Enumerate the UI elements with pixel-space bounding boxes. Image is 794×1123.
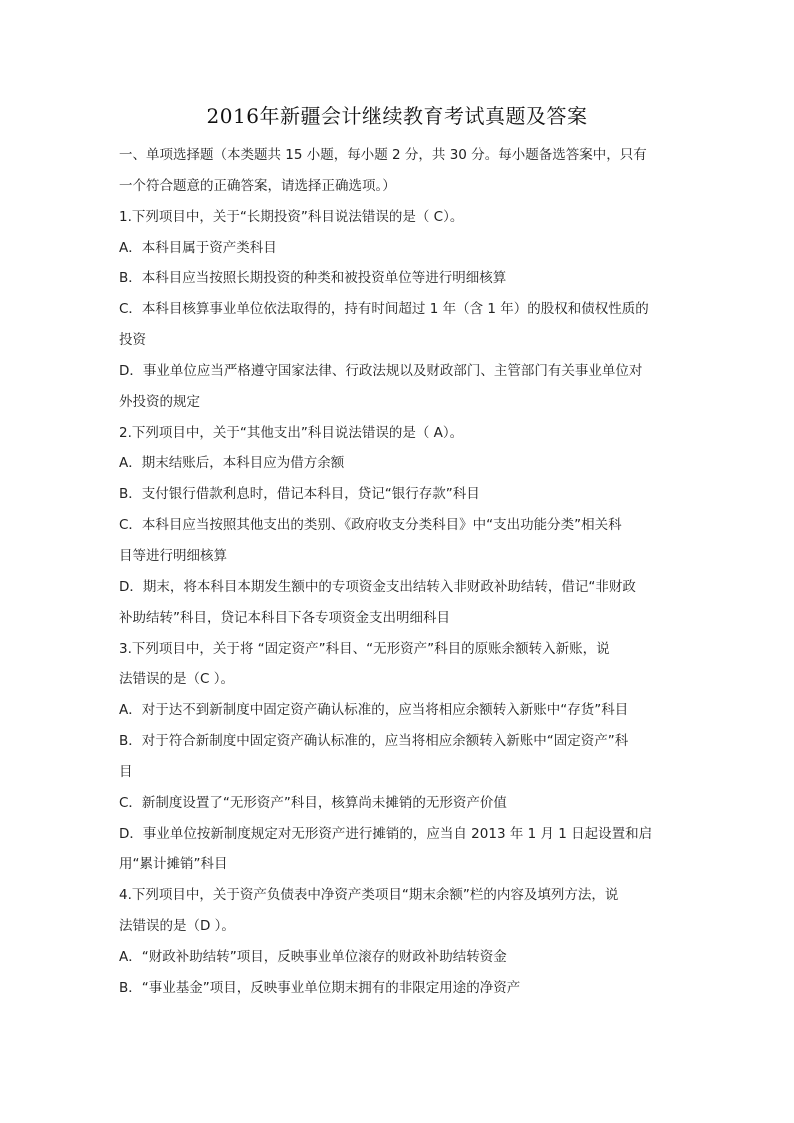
text-line: 补助结转”科目，贷记本科目下各专项资金支出明细科目 [119,609,450,626]
option-b: B．对于符合新制度中固定资产确认标准的，应当将相应余额转入新账中“固定资产”科 [119,733,629,750]
question-3: 3.下列项目中，关于将 “固定资产”科目、“无形资产”科目的原账余额转入新账，说 [119,640,610,657]
option-a: A．对于达不到新制度中固定资产确认标准的，应当将相应余额转入新账中“存货”科目 [119,702,629,719]
question-1: 1.下列项目中，关于“长期投资”科目说法错误的是（ C）。 [119,208,464,225]
question-4: 4.下列项目中，关于资产负债表中净资产类项目“期末余额”栏的内容及填列方法，说 [119,887,619,904]
option-a: A．期末结账后，本科目应为借方余额 [119,455,345,472]
option-d: D．事业单位按新制度规定对无形资产进行摊销的，应当自 2013 年 1 月 1 日起设置和启 [119,825,653,842]
option-d: D．期末，将本科目本期发生额中的专项资金支出结转入非财政补助结转，借记“非财政 [119,578,636,595]
option-d: D．事业单位应当严格遵守国家法律、行政法规以及财政部门、主管部门有关事业单位对 [119,362,643,379]
option-a: A．本科目属于资产类科目 [119,239,277,256]
text-line: 法错误的是（C ）。 [119,671,234,688]
text-line: 目等进行明细核算 [119,547,227,564]
option-c: C．本科目应当按照其他支出的类别、《政府收支分类科目》中“支出功能分类”相关科 [119,517,622,534]
document-title: 2016年新疆会计继续教育考试真题及答案 [206,104,588,128]
text-line: 一个符合题意的正确答案，请选择正确选项。） [119,177,396,194]
text-line: 法错误的是（D ）。 [119,918,235,935]
text-line: 投资 [119,332,146,349]
option-b: B．“事业基金”项目，反映事业单位期末拥有的非限定用途的净资产 [119,979,521,996]
question-2: 2.下列项目中，关于“其他支出”科目说法错误的是（ A）。 [119,424,464,441]
document-body [119,140,679,1004]
text-line: 一、单项选择题（本类题共 15 小题，每小题 2 分，共 30 分。每小题备选答案中，只有 [119,147,647,163]
text-line: 外投资的规定 [119,393,200,410]
option-b: B．本科目应当按照长期投资的种类和被投资单位等进行明细核算 [119,270,507,287]
text-line: 用“累计摊销”科目 [119,856,228,873]
option-c: C．本科目核算事业单位依法取得的，持有时间超过 1 年（含 1 年）的股权和债权性质的 [119,301,649,318]
option-a: A．“财政补助结转”项目，反映事业单位滚存的财政补助结转资金 [119,948,507,965]
option-c: C．新制度设置了“无形资产”科目，核算尚未摊销的无形资产价值 [119,794,507,811]
option-b: B．支付银行借款利息时，借记本科目，贷记“银行存款”科目 [119,486,480,503]
text-line: 目 [119,763,133,780]
